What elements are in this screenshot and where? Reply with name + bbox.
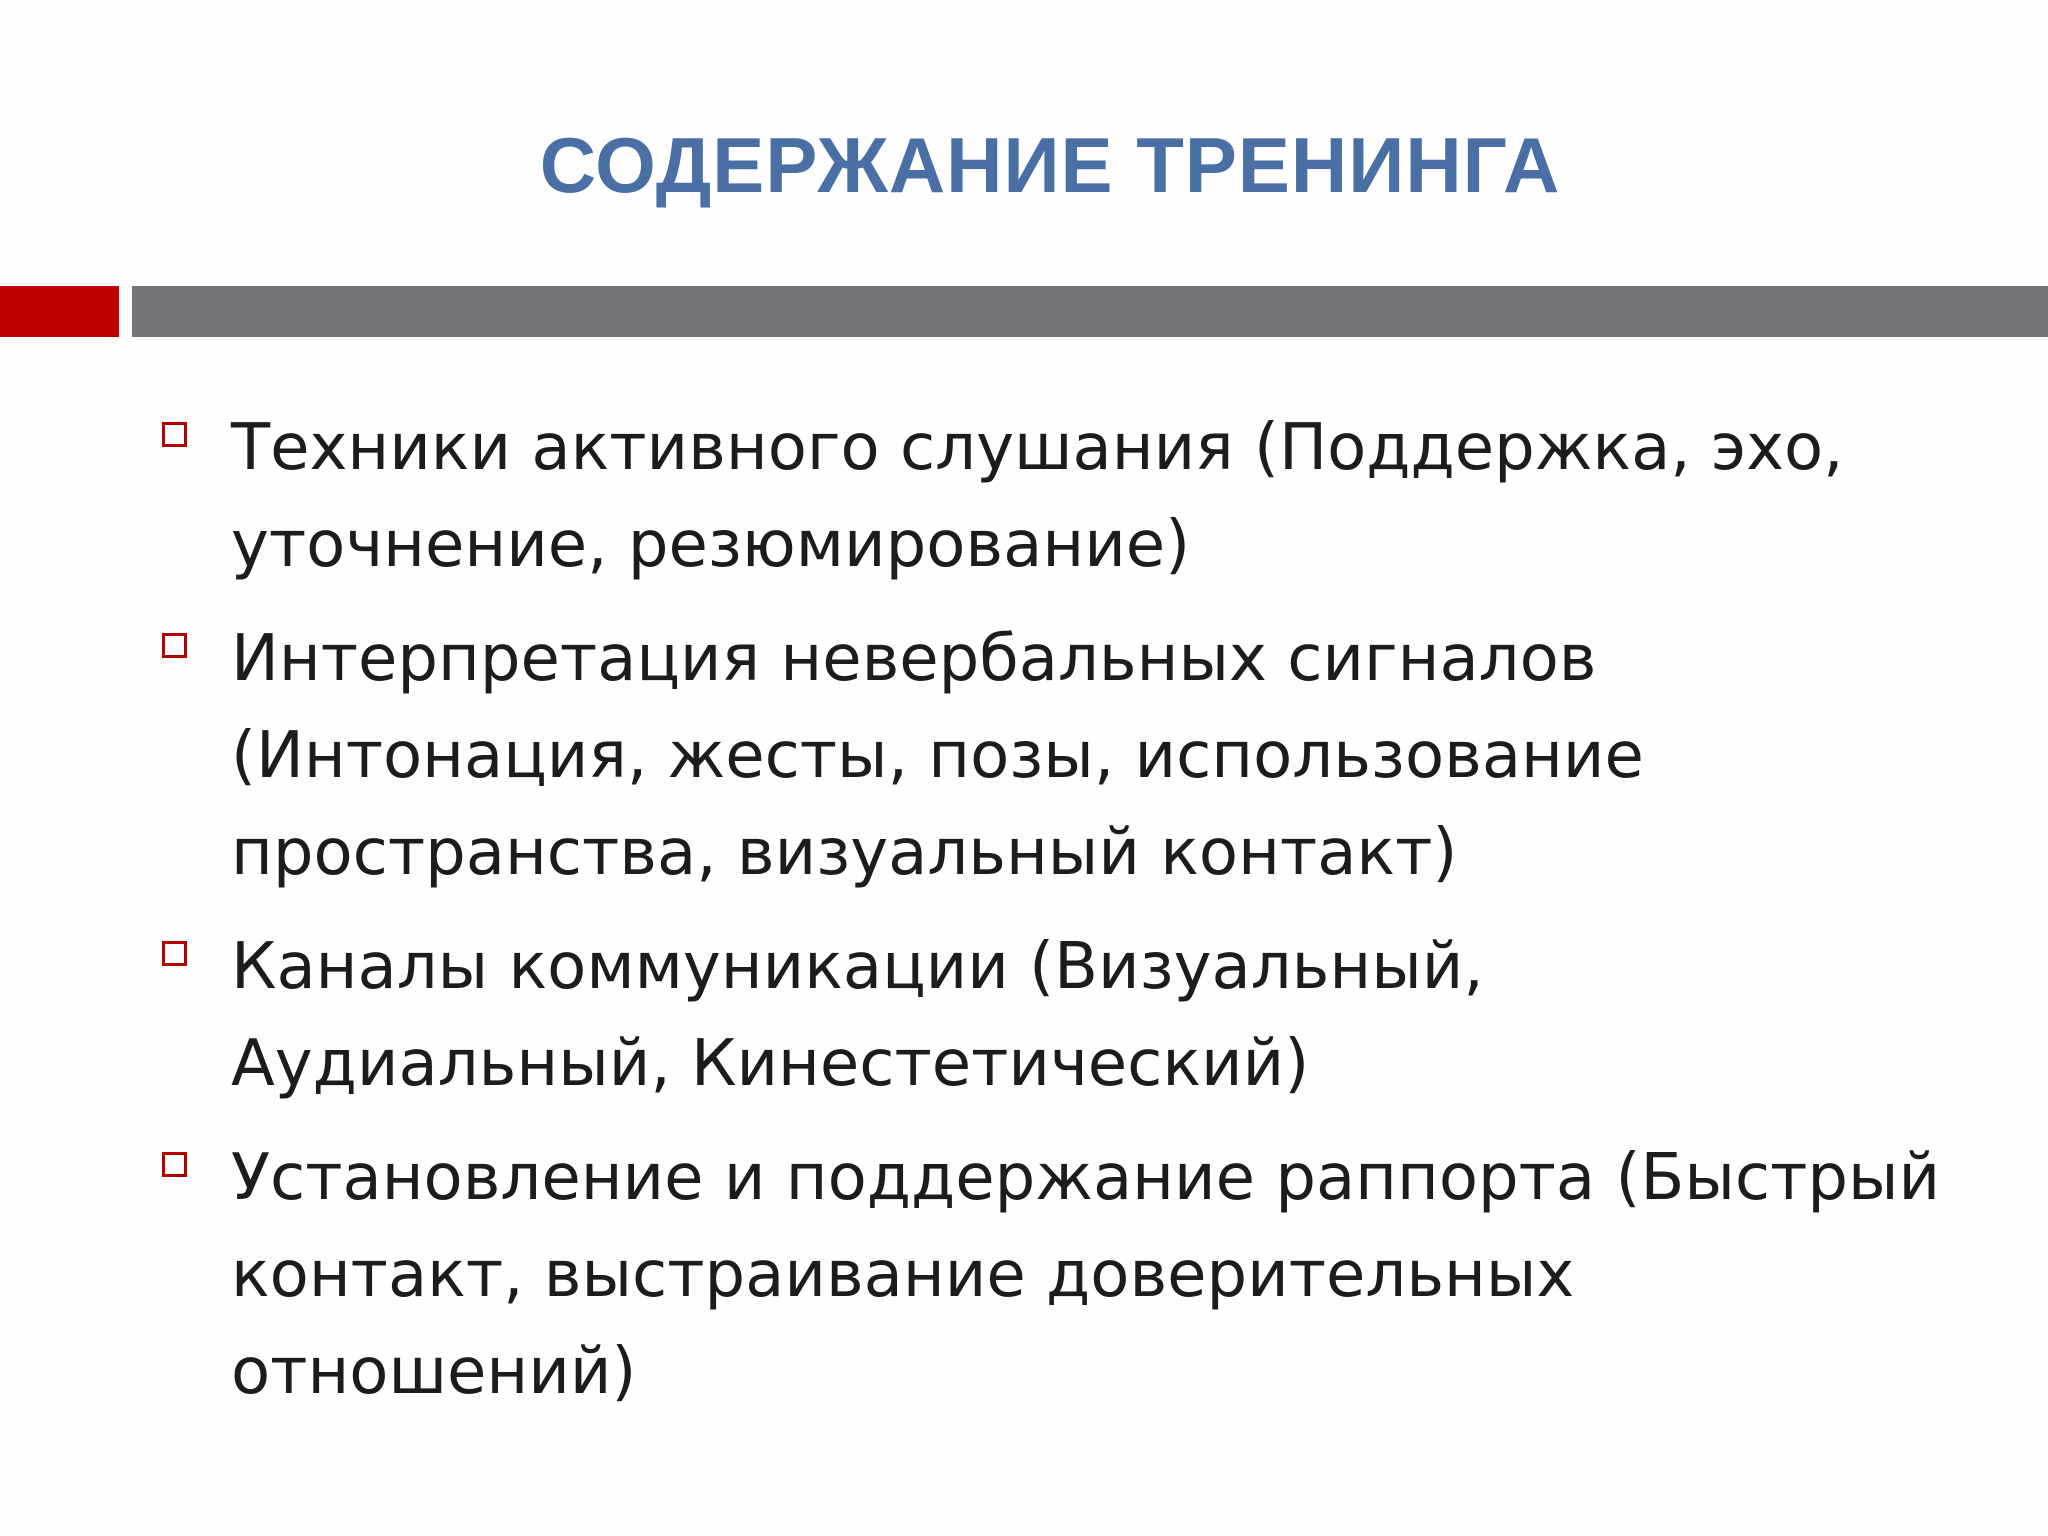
bullet-text-line: Каналы коммуникации (Визуальный, (231, 930, 1484, 1004)
gray-divider-bar (132, 286, 2048, 337)
bullet-text-line: контакт, выстраивание доверительных (231, 1238, 1575, 1312)
bullet-text-line: Аудиальный, Кинестетический) (231, 1027, 1310, 1101)
slide-title: СОДЕРЖАНИЕ ТРЕНИНГА (539, 121, 1561, 209)
list-item (160, 919, 1960, 1113)
square-bullet-icon (162, 422, 187, 447)
square-bullet-icon (162, 941, 187, 966)
square-bullet-icon (162, 633, 187, 658)
list-item (160, 400, 1960, 594)
bullet-text-line: Интерпретация невербальных сигналов (231, 622, 1597, 696)
bullet-text-line: отношений) (231, 1335, 637, 1409)
bullet-text-line: Техники активного слушания (Поддержка, эхо, (231, 411, 1844, 485)
bullet-text-line: (Интонация, жесты, позы, использование (231, 719, 1644, 793)
bullet-text-line: Установление и поддержание раппорта (Быстрый (231, 1141, 1941, 1215)
bullet-list (160, 400, 1960, 1438)
list-item (160, 1130, 1960, 1421)
list-item (160, 611, 1960, 902)
square-bullet-icon (162, 1152, 187, 1177)
bullet-text-line: уточнение, резюмирование) (231, 508, 1191, 582)
red-accent-bar (0, 286, 119, 337)
bullet-text-line: пространства, визуальный контакт) (231, 816, 1458, 890)
